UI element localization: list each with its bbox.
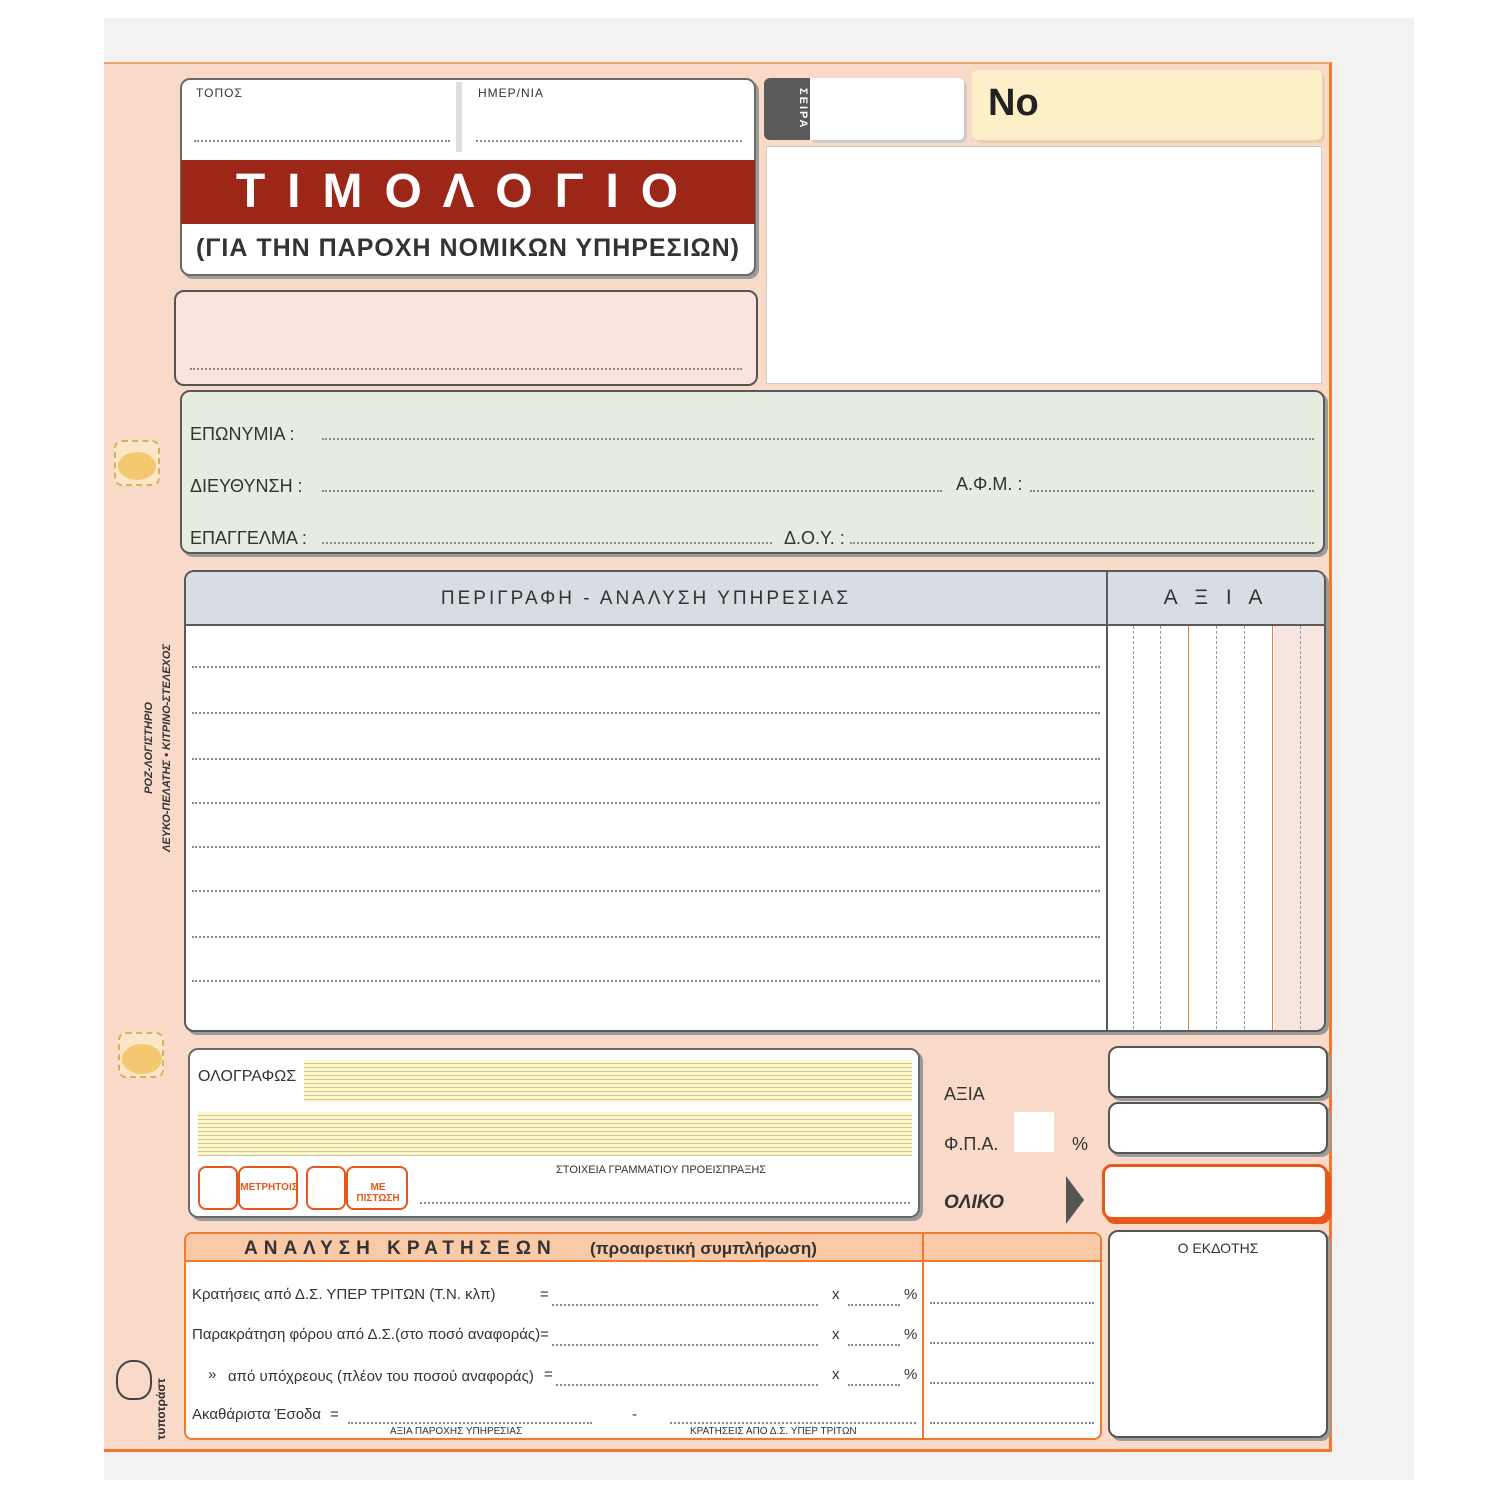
copies-note bbox=[140, 628, 180, 868]
services-table bbox=[184, 570, 1326, 1032]
value-grid-line bbox=[1188, 626, 1189, 1032]
withholding-row-2-pct: % bbox=[904, 1326, 918, 1343]
series-field[interactable] bbox=[810, 78, 964, 140]
issuer-label: Ο ΕΚΔΟΤΗΣ bbox=[1177, 1240, 1259, 1256]
place-field[interactable] bbox=[186, 82, 462, 152]
gross-income-minus: - bbox=[632, 1406, 637, 1423]
vat-rate-field[interactable] bbox=[1014, 1112, 1054, 1152]
withholding-row-1-amount[interactable] bbox=[552, 1304, 818, 1306]
in-words-field-2[interactable] bbox=[198, 1112, 912, 1156]
withholding-row-2-amount[interactable] bbox=[552, 1344, 818, 1346]
withholdings-title: ΑΝΑΛΥΣΗ ΚΡΑΤΗΣΕΩΝ bbox=[244, 1238, 557, 1259]
number-label: No bbox=[988, 82, 1039, 124]
withholding-row-3-x: x bbox=[832, 1366, 840, 1383]
withholding-row-3-eq: = bbox=[544, 1366, 553, 1383]
number-field[interactable] bbox=[972, 70, 1322, 140]
total-amount-field[interactable] bbox=[1102, 1164, 1328, 1220]
gross-income-withholdings[interactable] bbox=[670, 1422, 916, 1424]
client-name-label: ΕΠΩΝΥΜΙΑ : bbox=[190, 424, 295, 444]
description-header: ΠΕΡΙΓΡΑΦΗ - ΑΝΑΛΥΣΗ ΥΠΗΡΕΣΙΑΣ bbox=[440, 588, 852, 609]
invoice-subtitle: (ΓΙΑ ΤΗΝ ΠΑΡΟΧΗ ΝΟΜΙΚΩΝ ΥΠΗΡΕΣΙΩΝ) bbox=[196, 234, 740, 262]
advance-receipt-field[interactable] bbox=[420, 1202, 910, 1204]
description-line[interactable] bbox=[192, 846, 1100, 848]
client-block bbox=[180, 390, 1325, 554]
cash-checkbox[interactable] bbox=[198, 1166, 238, 1210]
in-words-field-1[interactable] bbox=[304, 1060, 912, 1102]
withholdings-title-note: (προαιρετική συμπλήρωση) bbox=[590, 1239, 817, 1258]
value-header: Α Ξ Ι Α bbox=[1163, 586, 1269, 609]
client-address-field[interactable] bbox=[322, 490, 942, 492]
description-line[interactable] bbox=[192, 980, 1100, 982]
description-line[interactable] bbox=[192, 936, 1100, 938]
description-line[interactable] bbox=[192, 758, 1100, 760]
client-name-field[interactable] bbox=[322, 438, 1314, 440]
series-label: ΣΕΙΡΑ bbox=[797, 88, 809, 130]
description-line[interactable] bbox=[192, 802, 1100, 804]
value-grid-line bbox=[1272, 626, 1273, 1032]
place-dotline bbox=[194, 140, 450, 142]
withholding-row-3-rate[interactable] bbox=[848, 1384, 900, 1386]
withholdings-divider bbox=[922, 1234, 924, 1440]
gross-income-result[interactable] bbox=[930, 1422, 1094, 1424]
issuer-stamp-area[interactable] bbox=[766, 146, 1322, 384]
client-vat-label: Α.Φ.Μ. : bbox=[956, 474, 1023, 494]
invoice-title: ΤΙΜΟΛΟΓΙΟ bbox=[181, 160, 755, 224]
withholding-row-2-rate[interactable] bbox=[848, 1344, 900, 1346]
withholding-row-3-pct: % bbox=[904, 1366, 918, 1383]
value-grid-line bbox=[1133, 626, 1134, 1032]
copies-line-2: ΛΕΥΚΟ-ΠΕΛΑΤΗΣ • ΚΙΤΡΙΝΟ-ΣΤΕΛΕΧΟΣ bbox=[161, 644, 173, 852]
client-tax-office-label: Δ.Ο.Υ. : bbox=[784, 528, 845, 548]
gross-income-label: Ακαθάριστα Έσοδα bbox=[192, 1406, 322, 1423]
withholding-row-1-rate[interactable] bbox=[848, 1304, 900, 1306]
gross-income-sub2: ΚΡΑΤΗΣΕΙΣ ΑΠΟ Δ.Σ. ΥΠΕΡ ΤΡΙΤΩΝ bbox=[690, 1426, 857, 1437]
client-profession-label: ΕΠΑΓΓΕΛΜΑ : bbox=[190, 528, 307, 548]
cash-label: ΜΕΤΡΗΤΟΙΣ bbox=[240, 1182, 298, 1193]
withholding-row-1-pct: % bbox=[904, 1286, 918, 1303]
withholding-row-2-label: Παρακράτηση φόρου από Δ.Σ.(στο ποσό αναφοράς)= bbox=[192, 1326, 549, 1343]
date-label: ΗΜΕΡ/ΝΙΑ bbox=[478, 86, 545, 100]
vat-amount-field[interactable] bbox=[1108, 1102, 1328, 1154]
withholding-row-3-amount[interactable] bbox=[556, 1384, 818, 1386]
withholding-row-2-result[interactable] bbox=[930, 1342, 1094, 1344]
withholding-row-1-x: x bbox=[832, 1286, 840, 1303]
gross-income-service-value[interactable] bbox=[348, 1422, 592, 1424]
credit-label: ΜΕ ΠΙΣΤΩΣΗ bbox=[356, 1182, 400, 1204]
withholding-row-2-x: x bbox=[832, 1326, 840, 1343]
value-grid-line bbox=[1216, 626, 1217, 1032]
description-line[interactable] bbox=[192, 890, 1100, 892]
client-vat-field[interactable] bbox=[1030, 490, 1314, 492]
total-arrow-icon bbox=[1066, 1176, 1084, 1224]
client-profession-field[interactable] bbox=[322, 542, 772, 544]
issuer-signature-box[interactable] bbox=[1108, 1230, 1328, 1438]
publisher-name: τυποτράστ bbox=[154, 1378, 168, 1440]
copies-line-1: ΡΟΖ-ΛΟΓΙΣΤΗΡΙΟ bbox=[143, 702, 155, 794]
vat-percent: % bbox=[1072, 1134, 1089, 1154]
place-label: ΤΟΠΟΣ bbox=[196, 86, 243, 100]
withholding-row-1-label: Κρατήσεις από Δ.Σ. ΥΠΕΡ ΤΡΙΤΩΝ (Τ.Ν. κλπ) bbox=[192, 1286, 496, 1303]
publisher-logo-icon bbox=[116, 1360, 152, 1400]
description-line[interactable] bbox=[192, 712, 1100, 714]
date-field[interactable] bbox=[470, 82, 750, 152]
withholding-row-3-result[interactable] bbox=[930, 1382, 1094, 1384]
vat-label: Φ.Π.Α. bbox=[944, 1134, 999, 1154]
extra-info-field[interactable] bbox=[174, 290, 758, 386]
value-grid-line bbox=[1160, 626, 1161, 1032]
withholding-row-1-result[interactable] bbox=[930, 1302, 1094, 1304]
withholding-row-3-mark: » bbox=[208, 1366, 217, 1383]
credit-checkbox[interactable] bbox=[306, 1166, 346, 1210]
gross-income-sub1: ΑΞΙΑ ΠΑΡΟΧΗΣ ΥΠΗΡΕΣΙΑΣ bbox=[390, 1426, 523, 1437]
value-amount-field[interactable] bbox=[1108, 1046, 1328, 1098]
withholding-row-1-eq: = bbox=[540, 1286, 549, 1303]
value-label: ΑΞΙΑ bbox=[944, 1084, 985, 1104]
client-tax-office-field[interactable] bbox=[850, 542, 1314, 544]
value-grid-line bbox=[1300, 626, 1301, 1032]
client-address-label: ΔΙΕΥΘΥΝΣΗ : bbox=[190, 476, 303, 496]
extra-info-dotline bbox=[190, 368, 742, 370]
gross-income-eq: = bbox=[330, 1406, 339, 1423]
in-words-label: ΟΛΟΓΡΑΦΩΣ bbox=[198, 1068, 297, 1085]
column-divider bbox=[1106, 572, 1108, 1032]
date-dotline bbox=[476, 140, 742, 142]
description-line[interactable] bbox=[192, 666, 1100, 668]
total-label: ΟΛΙΚΟ bbox=[944, 1192, 1004, 1213]
binder-hole-bottom-fill bbox=[122, 1044, 162, 1074]
advance-receipt-label: ΣΤΟΙΧΕΙΑ ΓΡΑΜΜΑΤΙΟΥ ΠΡΟΕΙΣΠΡΑΞΗΣ bbox=[556, 1164, 767, 1176]
value-grid-line bbox=[1244, 626, 1245, 1032]
binder-hole-top-fill bbox=[118, 452, 156, 480]
withholding-row-3-label: από υπόχρεους (πλέον του ποσού αναφοράς) bbox=[228, 1368, 534, 1385]
